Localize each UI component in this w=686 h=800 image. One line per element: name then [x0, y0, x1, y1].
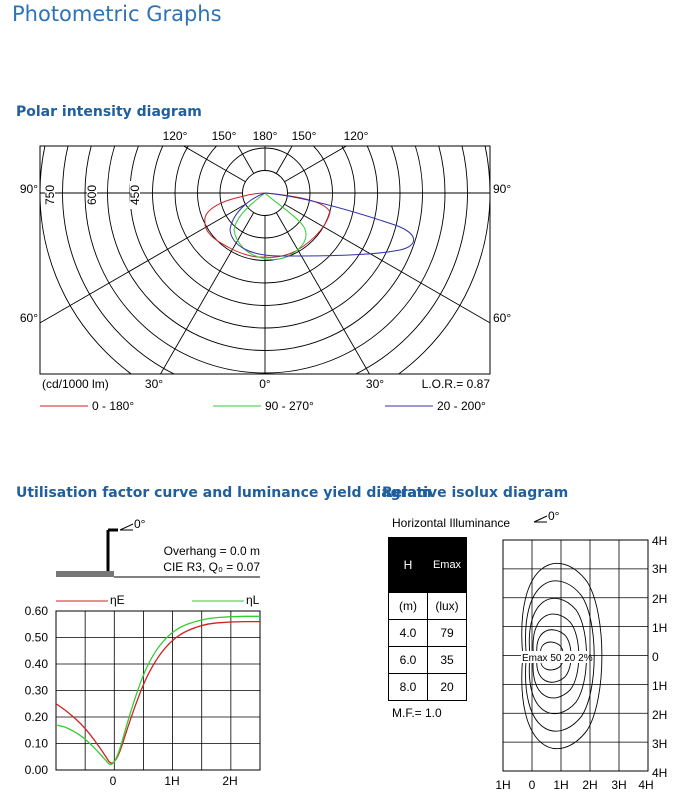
table-cell: 6.0 [389, 647, 428, 674]
polar-radial-label-750: 750 [43, 184, 57, 206]
polar-top-label-4: 150° [291, 129, 317, 143]
util-ytick-label: 0.10 [24, 736, 48, 751]
table-cell: 8.0 [389, 674, 428, 701]
util-xlabel-1H: 1H [164, 774, 180, 788]
page-title: Photometric Graphs [12, 2, 222, 26]
iso-bottom-label-1H-left: 1H [495, 778, 511, 792]
util-xlabel-0: 0 [109, 774, 117, 788]
iso-right-label-4H-bot: 4H [652, 766, 668, 780]
polar-section-title: Polar intensity diagram [16, 104, 202, 120]
table-cell: 20 [428, 674, 467, 701]
util-ytick-label: 0.60 [24, 604, 48, 618]
utilisation-section-title: Utilisation factor curve and luminance yield diagram [16, 485, 432, 501]
polar-bottom-label-0: 0° [259, 377, 271, 391]
polar-top-label-1: 120° [162, 129, 188, 143]
polar-top-label-3: 180° [252, 129, 278, 143]
polar-top-label-2: 150° [211, 129, 237, 143]
iso-right-label-1H-top: 1H [652, 621, 668, 635]
iso-right-label-0: 0 [652, 650, 659, 664]
cie-label: CIE R3, Q₀ = 0.07 [163, 560, 260, 574]
contour-label: Emax 50 20 2% [522, 653, 593, 664]
table-head-emax: Emax [428, 538, 467, 593]
iso-right-label-2H-bot: 2H [652, 708, 668, 722]
iso-right-label-2H-top: 2H [652, 592, 668, 606]
polar-lor-label: L.O.R.= 0.87 [421, 377, 490, 391]
iso-right-label-3H-top: 3H [652, 562, 668, 576]
util-ytick-label: 0.30 [24, 683, 48, 698]
overhang-label: Overhang = 0.0 m [163, 544, 260, 558]
table-cell: 35 [428, 647, 467, 674]
iso-tilt-icon [534, 516, 547, 522]
polar-bottom-label-30-left: 30° [144, 377, 164, 391]
iso-bottom-label-4H: 4H [638, 778, 654, 792]
util-ytick-label: 0.40 [24, 657, 48, 671]
isolux-section-title: Relative isolux diagram [382, 485, 569, 501]
iso-tilt-label: 0° [548, 509, 560, 523]
iso-bottom-label-3H: 3H [611, 778, 627, 792]
iso-right-label-3H-bot: 3H [652, 737, 668, 751]
legend-label-90-270: 90 - 270° [265, 399, 314, 413]
table-cell: 79 [428, 620, 467, 647]
polar-radial-label-450: 450 [128, 184, 142, 206]
legend-label-etaL: ηL [246, 593, 260, 607]
table-cell: (m) [389, 593, 428, 620]
isolux-mf: M.F.= 1.0 [392, 706, 442, 720]
iso-bottom-label-2H: 2H [582, 778, 598, 792]
util-tilt-label: 0° [134, 517, 146, 531]
polar-unit-label: (cd/1000 lm) [42, 377, 109, 391]
table-head-h: H [389, 538, 428, 593]
isolux-header: Horizontal Illuminance [392, 516, 511, 530]
util-ytick-label: 0.50 [24, 630, 48, 645]
legend-label-etaE: ηE [110, 593, 125, 607]
table-cell: (lux) [428, 593, 467, 620]
polar-left-label-60: 60° [19, 311, 38, 325]
iso-right-label-4H-top: 4H [652, 534, 668, 548]
polar-left-label-90: 90° [19, 182, 38, 196]
iso-right-label-1H-bot: 1H [652, 679, 668, 693]
iso-bottom-label-0: 0 [528, 778, 536, 792]
util-ytick-label: 0.00 [24, 763, 48, 777]
table-cell: 4.0 [389, 620, 428, 647]
polar-bottom-label-30-right: 30° [365, 377, 385, 391]
util-xlabel-2H: 2H [222, 774, 238, 788]
legend-label-0-180: 0 - 180° [92, 399, 135, 413]
polar-right-label-60: 60° [493, 311, 512, 325]
polar-radial-label-600: 600 [85, 184, 99, 206]
polar-top-label-5: 120° [343, 129, 369, 143]
iso-bottom-label-1H: 1H [553, 778, 569, 792]
legend-label-20-200: 20 - 200° [437, 399, 486, 413]
util-ytick-label: 0.20 [24, 710, 48, 724]
polar-right-label-90: 90° [493, 182, 512, 196]
